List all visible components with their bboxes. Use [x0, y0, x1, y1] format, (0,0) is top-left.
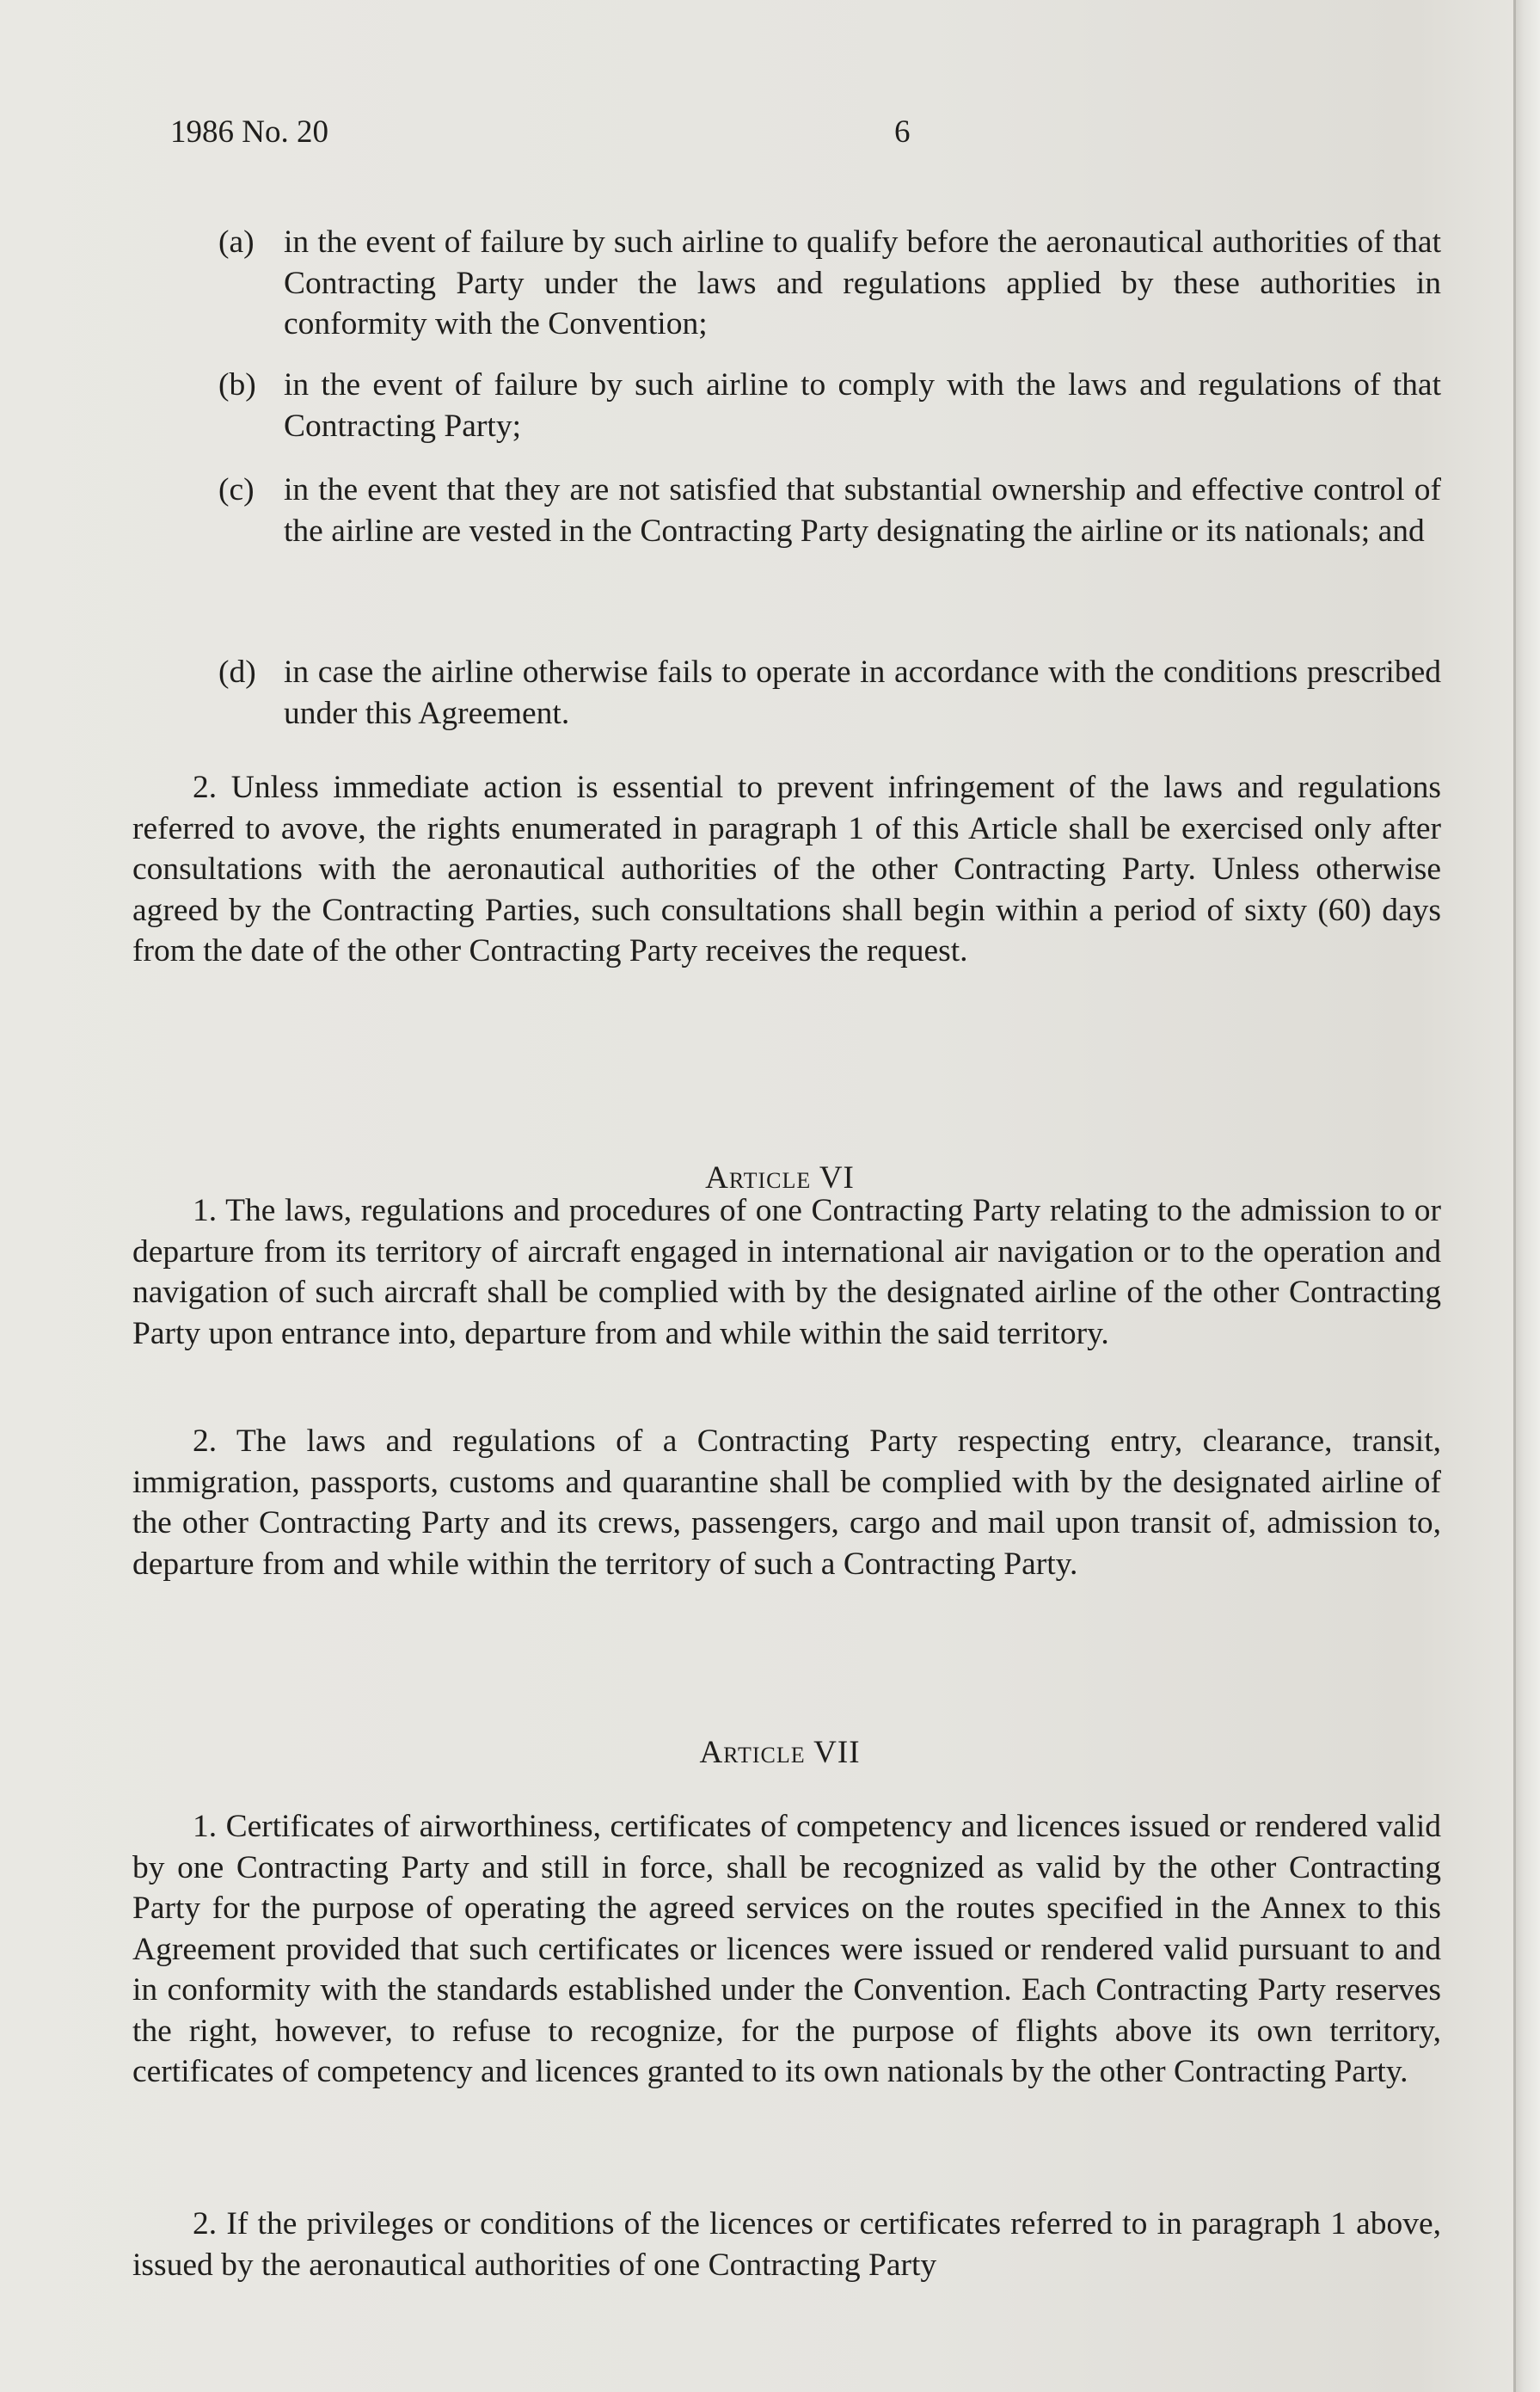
article-heading-text: Article VII	[699, 1735, 861, 1770]
article-heading-text: Article VI	[705, 1160, 855, 1196]
paragraph: 2. The laws and regulations of a Contracting Party respecting entry, clearance, transit, immigration, passports, customs and quarantine shall be complied with by the designated airline of the other Contracting Party and its crews, passengers, cargo and mail upon transit of, admission to, departure from and while within the territory of such a Contracting Party.	[132, 1424, 1441, 1582]
list-item-label: (d)	[218, 655, 256, 690]
paragraph: 2. Unless immediate action is essential to prevent infringement of the laws and regulations referred to avove, the rights enumerated in paragraph 1 of this Article shall be exercised only after consultations with the aeronautical authorities of the other Contracting Party. Unless otherwise agreed by the Contracting Parties, such consultations shall begin within a period of sixty (60) days from the date of the other Contracting Party receives the request.	[132, 770, 1441, 968]
article-heading	[119, 1732, 1441, 1774]
list-item-label: (c)	[218, 472, 255, 507]
paragraph: 2. If the privileges or conditions of the licences or certificates referred to in paragraph 1 above, issued by the aeronautical authorities of one Contracting Party	[132, 2206, 1441, 2283]
list-item-label: (b)	[218, 367, 256, 403]
page-header	[170, 112, 1426, 155]
page-number: 6	[894, 114, 911, 150]
list-item-text: in case the airline otherwise fails to operate in accordance with the conditions prescribed under this Agreement.	[284, 655, 1441, 731]
list-item	[218, 222, 1441, 345]
paragraph: 1. The laws, regulations and procedures of one Contracting Party relating to the admission to or departure from its territory of aircraft engaged in international air navigation or to the operation and navigation of such aircraft shall be complied with by the designated airline of the other Contracting Party upon entrance into, departure from and while within the said territory.	[132, 1193, 1441, 1351]
list-item-text: in the event of failure by such airline to qualify before the aeronautical authorities of that Contracting Party under the laws and regulations applied by these authorities in conformity with the Convention;	[284, 224, 1441, 341]
paragraph: 1. Certificates of airworthiness, certificates of competency and licences issued or rendered valid by one Contracting Party and still in force, shall be recognized as valid by the other Contracting Party for the purpose of operating the agreed services on the routes specified in the Annex to this Agreement provided that such certificates or licences were issued or rendered valid pursuant to and in conformity with the standards established under the Convention. Each Contracting Party reserves the right, however, to refuse to recognize, for the purpose of flights above its own territory, certificates of competency and licences granted to its own nationals by the other Contracting Party.	[132, 1809, 1441, 2089]
page-edge	[1514, 0, 1540, 2392]
list-item	[218, 652, 1441, 734]
page-edge-shadow	[1513, 0, 1516, 2392]
list-item	[218, 365, 1441, 446]
list-item-text: in the event of failure by such airline to comply with the laws and regulations of that Contracting Party;	[284, 367, 1441, 444]
list-item-text: in the event that they are not satisfied that substantial ownership and effective control of the airline are vested in the Contracting Party designating the airline or its nationals; and	[284, 472, 1441, 549]
document-reference: 1986 No. 20	[170, 114, 328, 150]
list-item-label: (a)	[218, 224, 255, 260]
list-item	[218, 470, 1441, 551]
